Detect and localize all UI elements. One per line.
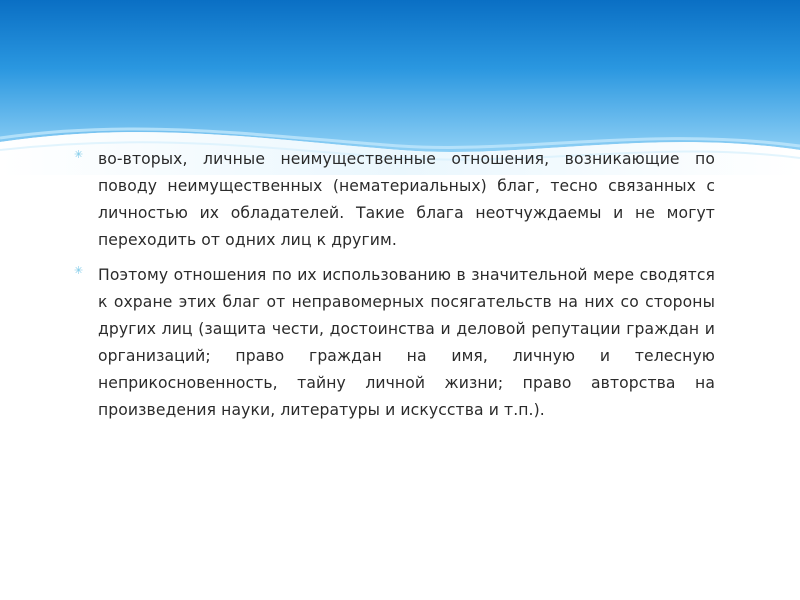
bullet-list (72, 146, 715, 432)
list-item (72, 146, 715, 254)
bullet-text: Поэтому отношения по их использованию в значительной мере сводятся к охране этих благ от неправомерных посягательств на них со стороны других лиц (защита чести, достоинства и деловой репутации граждан и организаций; право граждан на имя, личную и телесную неприкосновенность, тайну личной жизни; право авторства на произведения науки, литературы и искусства и т.п.). (98, 266, 715, 419)
list-item (72, 262, 715, 424)
star-bullet-icon: ✳ (74, 148, 84, 161)
star-bullet-icon: ✳ (74, 264, 84, 277)
bullet-text: во-вторых, личные неимущественные отношения, возникающие по поводу неимущественных (нематериальных) благ, тесно связанных с личностью их обладателей. Такие блага неотчуждаемы и не могут переходить от одних лиц к другим. (98, 150, 715, 249)
